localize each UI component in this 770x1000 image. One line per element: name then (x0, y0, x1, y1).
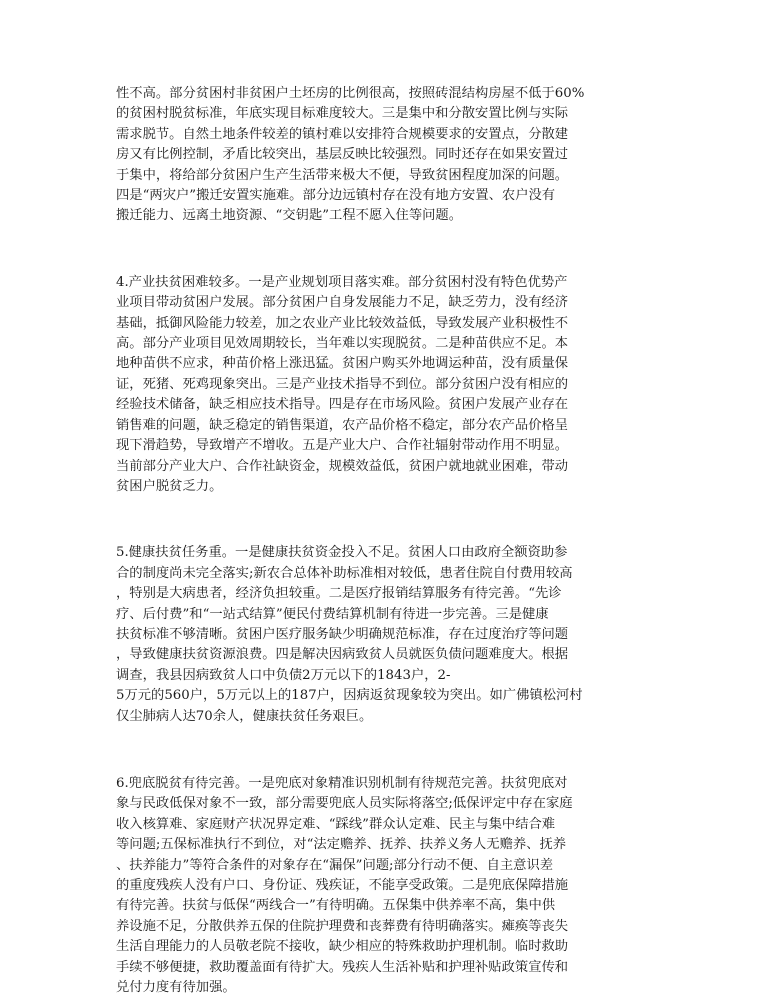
text-line: 经验技术储备，缺乏相应技术指导。四是存在市场风险。贫困户发展产业存在 (116, 397, 569, 413)
text-line: 的贫困村脱贫标准，年底实现目标难度较大。三是集中和分散安置比例与实际 (116, 106, 569, 122)
paragraph-health-poverty-alleviation (116, 543, 654, 727)
text-line: 仅尘肺病人达70余人，健康扶贫任务艰巨。 (116, 708, 373, 724)
text-line: 疗、后付费”和“一站式结算”便民付费结算机制有待进一步完善。三是健康 (116, 606, 549, 622)
text-line: 扶贫标准不够清晰。贫困户医疗服务缺少明确规范标准，存在过度治疗等问题 (116, 626, 569, 642)
text-line: 于集中，将给部分贫困户生产生活带来极大不便，导致贫困程度加深的问题。 (116, 167, 569, 183)
text-line: 有待完善。扶贫与低保“两线合一”有待明确。五保集中供养率不高，集中供 (116, 898, 556, 914)
text-line: 贫困户脱贫乏力。 (116, 478, 223, 494)
text-line: 当前部分产业大户、合作社缺资金，规模效益低，贫困户就地就业困难，带动 (116, 458, 569, 474)
text-line: 、扶养能力”等符合条件的对象存在“漏保”问题;部分行动不便、自主意识差 (116, 857, 554, 873)
text-line: 性不高。部分贫困村非贫困户土坯房的比例很高，按照砖混结构房屋不低于60% (116, 86, 585, 101)
text-line: 生活自理能力的人员敬老院不接收，缺少相应的特殊救助护理机制。临时救助 (116, 939, 569, 955)
text-line: 的重度残疾人没有户口、身份证、残疾证，不能享受政策。二是兜底保障措施 (116, 878, 569, 893)
text-line: ，特别是大病患者，经济负担较重。二是医疗报销结算服务有待完善。“先诊 (116, 586, 562, 602)
text-line: 证，死猪、死鸡现象突出。三是产业技术指导不到位。部分贫困户没有相应的 (116, 376, 569, 392)
text-line: 收入核算难、家庭财产状况界定难、“踩线”群众认定难、民主与集中结合难 (116, 816, 556, 832)
text-line: 地种苗供不应求，种苗价格上涨迅猛。贫困户购买外地调运种苗，没有质量保 (116, 356, 569, 372)
text-line: ，导致健康扶贫资源浪费。四是解决因病致贫人员就医负债问题难度大。根据 (116, 647, 569, 663)
text-line: 5万元的560户，5万元以上的187户，因病返贫现象较为突出。如广佛镇松河村 (116, 688, 583, 704)
text-line: 兑付力度有待加强。 (116, 980, 236, 996)
text-line: 搬迁能力、远离土地资源、“交钥匙”工程不愿入住等问题。 (116, 208, 463, 224)
text-line: 基础，抵御风险能力较差，加之农业产业比较效益低，导致发展产业积极性不 (116, 315, 569, 331)
text-line: 象与民政低保对象不一致，部分需要兜底人员实际将落空;低保评定中存在家庭 (116, 796, 573, 812)
text-line: 手续不够便捷，救助覆盖面有待扩大。残疾人生活补贴和护理补贴政策宣传和 (116, 959, 569, 975)
text-line: 等问题;五保标准执行不到位，对“法定赡养、抚养、扶养义务人无赡养、抚养 (116, 837, 567, 853)
text-line: 业项目带动贫困户发展。部分贫困户自身发展能力不足，缺乏劳力，没有经济 (116, 295, 569, 311)
text-line: 养设施不足，分散供养五保的住院护理费和丧葬费有待明确落实。瘫痪等丧失 (116, 918, 569, 934)
text-line: 销售难的问题，缺乏稳定的销售渠道，农产品价格不稳定，部分农产品价格呈 (116, 417, 569, 433)
text-line: 高。部分产业项目见效周期较长，当年难以实现脱贫。二是种苗供应不足。本 (116, 336, 569, 352)
text-line: 调查，我县因病致贫人口中负债2万元以下的1843户，2- (116, 667, 451, 683)
text-line: 5.健康扶贫任务重。一是健康扶贫资金投入不足。贫困人口由政府全额资助参 (116, 545, 568, 561)
text-line: 四是“两灾户”搬迁安置实施难。部分边远镇村存在没有地方安置、农户没有 (116, 188, 556, 204)
document-page (116, 84, 654, 998)
text-line: 4.产业扶贫困难较多。一是产业规划项目落实难。部分贫困村没有特色优势产 (116, 274, 568, 290)
paragraph-relocation-issues (116, 84, 654, 227)
paragraph-safety-net-poverty-alleviation (116, 774, 654, 998)
paragraph-industry-poverty-alleviation (116, 273, 654, 497)
text-line: 合的制度尚未完全落实;新农合总体补助标准相对较低，患者住院自付费用较高 (116, 565, 573, 581)
text-line: 房又有比例控制，矛盾比较突出，基层反映比较强烈。同时还存在如果安置过 (116, 147, 569, 163)
text-line: 6.兜底脱贫有待完善。一是兜底对象精准识别机制有待规范完善。扶贫兜底对 (116, 775, 568, 791)
text-line: 需求脱节。自然土地条件较差的镇村难以安排符合规模要求的安置点，分散建 (116, 126, 569, 142)
text-line: 现下滑趋势，导致增产不增收。五是产业大户、合作社辐射带动作用不明显。 (116, 438, 569, 454)
